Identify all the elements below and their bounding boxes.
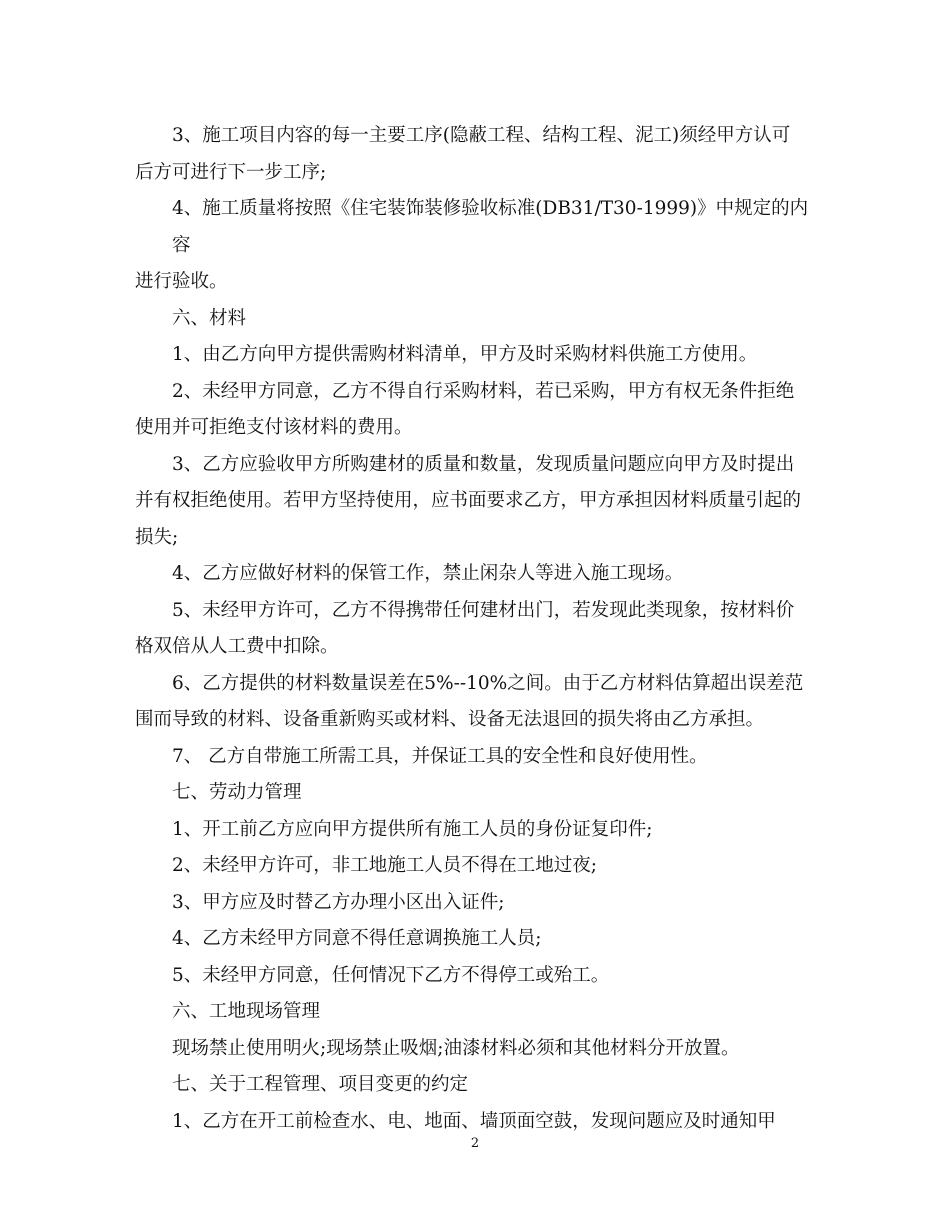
document-body	[135, 118, 812, 1140]
paragraph-line: 六、工地现场管理	[172, 1001, 321, 1022]
paragraph-line: 七、劳动力管理	[172, 782, 302, 803]
paragraph-line: 现场禁止使用明火;现场禁止吸烟;油漆材料必须和其他材料分开放置。	[172, 1037, 740, 1059]
paragraph-continuation-line: 进行验收。	[135, 271, 228, 292]
paragraph-line: 7、 乙方自带施工所需工具，并保证工具的安全性和良好使用性。	[172, 745, 708, 767]
paragraph-line: 4、乙方未经甲方同意不得任意调换施工人员;	[172, 928, 542, 949]
paragraph-line: 1、由乙方向甲方提供需购材料清单，甲方及时采购材料供施工方使用。	[172, 344, 758, 365]
paragraph-line: 七、关于工程管理、项目变更的约定	[172, 1074, 469, 1095]
paragraph-line: 六、材料	[172, 307, 247, 329]
paragraph-continuation-line: 后方可进行下一步工序;	[135, 161, 327, 183]
paragraph-line: 1、开工前乙方应向甲方提供所有施工人员的身份证复印件;	[172, 818, 653, 840]
paragraph-line: 4、乙方应做好材料的保管工作，禁止闲杂人等进入施工现场。	[172, 563, 684, 584]
paragraph-continuation-line: 围而导致的材料、设备重新购买或材料、设备无法退回的损失将由乙方承担。	[135, 709, 765, 730]
paragraph-line: 2、未经甲方许可，非工地施工人员不得在工地过夜;	[172, 855, 598, 876]
paragraph-line: 2、未经甲方同意，乙方不得自行采购材料，若已采购，甲方有权无条件拒绝	[172, 380, 795, 402]
paragraph-line: 3、施工项目内容的每一主要工序(隐蔽工程、结构工程、泥工)须经甲方认可	[172, 125, 791, 146]
paragraph-line: 4、施工质量将按照《住宅装饰装修验收标准(DB31/T30-1999)》中规定的内容	[172, 198, 809, 256]
paragraph-line: 3、乙方应验收甲方所购建材的质量和数量，发现质量问题应向甲方及时提出	[172, 453, 795, 475]
paragraph-line: 3、甲方应及时替乙方办理小区出入证件;	[172, 891, 505, 913]
paragraph-line: 5、未经甲方同意，任何情况下乙方不得停工或殆工。	[172, 964, 610, 986]
paragraph-line: 5、未经甲方许可，乙方不得携带任何建材出门，若发现此类现象，按材料价	[172, 599, 795, 621]
paragraph-continuation-line: 使用并可拒绝支付该材料的费用。	[135, 417, 413, 438]
paragraph-continuation-line: 损失;	[135, 526, 179, 548]
paragraph-continuation-line: 格双倍从人工费中扣除。	[135, 636, 339, 657]
page-number: 2	[470, 1136, 480, 1151]
paragraph-line: 6、乙方提供的材料数量误差在5%--10%之间。由于乙方材料估算超出误差范	[172, 672, 804, 694]
paragraph-continuation-line: 并有权拒绝使用。若甲方坚持使用，应书面要求乙方，甲方承担因材料质量引起的	[135, 490, 802, 511]
paragraph-line: 1、乙方在开工前检查水、电、地面、墙顶面空鼓，发现问题应及时通知甲	[172, 1110, 776, 1132]
